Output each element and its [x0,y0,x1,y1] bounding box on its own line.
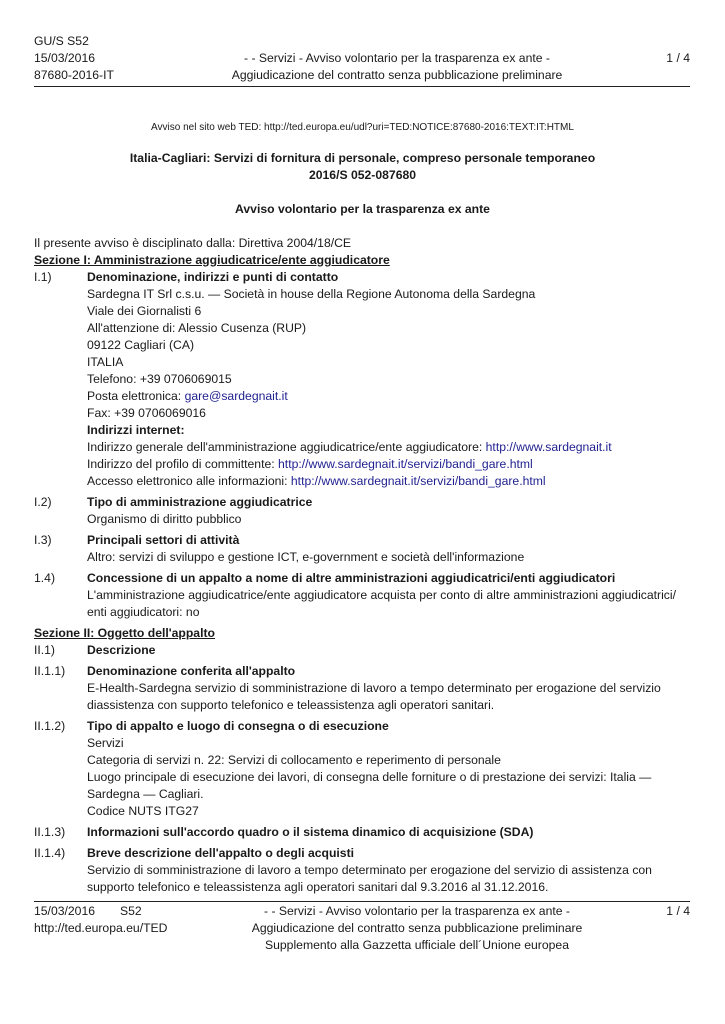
notice-title: Italia-Cagliari: Servizi di fornitura di personale, compreso personale temporaneo [129,151,596,165]
header-title [164,50,630,84]
section-label: Breve descrizione dell'appalto o degli acquisti [87,846,355,860]
section-text: Servizio di somministrazione di lavoro a tempo determinato per erogazione del servizio di assistenza con supporto telefonico e teleassistenza agli operatori sanitari dal 9.3.2016 al 31.12.2016. [87,863,652,894]
section-text: L'amministrazione aggiudicatrice/ente aggiudicatore acquista per conto di altre amministrazioni aggiudicatrici/ enti aggiudicatori: no [87,588,676,619]
section-ii13 [34,824,690,841]
header-title-line2: Aggiudicazione del contratto senza pubblicazione preliminare [231,68,563,82]
header-doc-id: 87680-2016-IT [34,68,114,82]
footer-date: 15/03/2016 [34,904,95,918]
section-number: II.1.1) [34,664,66,678]
buyer-profile-link[interactable]: http://www.sardegnait.it/servizi/bandi_gare.html [278,457,533,471]
footer-divider [34,901,690,902]
section-label: Descrizione [87,643,156,657]
section-text: E-Health-Sardegna servizio di somministrazione di lavoro a tempo determinato per erogazione del servizio diassistenza con supporto telefonico e teleassistenza agli operatori sanitari. [87,681,661,712]
phone: Telefono: +39 0706069015 [87,372,232,386]
section-1-heading: Sezione I: Amministrazione aggiudicatrice/ente aggiudicatore [34,253,390,267]
section-i13 [34,532,690,566]
contract-type: Servizi [87,736,124,750]
nuts-code: Codice NUTS ITG27 [87,804,199,818]
electronic-access-row [87,473,690,490]
section-label: Denominazione conferita all'appalto [87,664,296,678]
general-address-link[interactable]: http://www.sardegnait.it [485,440,612,454]
attention-of: All'attenzione di: Alessio Cusenza (RUP) [87,321,307,335]
section-number: I.1) [34,270,52,284]
footer-title [204,903,630,954]
header-title-line1: - - Servizi - Avviso volontario per la trasparenza ex ante - [244,51,550,65]
page-footer [34,903,690,959]
section-ii14 [34,845,690,896]
section-label: Concessione di un appalto a nome di altre amministrazioni aggiudicatrici/enti aggiudicatori [87,571,616,585]
email-link[interactable]: gare@sardegnait.it [184,389,288,403]
electronic-access-link[interactable]: http://www.sardegnait.it/servizi/bandi_gare.html [290,474,546,488]
section-i12 [34,494,690,528]
electronic-access-label: Accesso elettronico alle informazioni: [87,474,291,488]
online-notice[interactable]: Avviso nel sito web TED: http://ted.europa.eu/udl?uri=TED:NOTICE:87680-2016:TEXT:IT:HTML [151,122,574,133]
section-number: I.3) [34,533,52,547]
place-of-performance: Luogo principale di esecuzione dei lavori, di consegna delle forniture o di prestazione dei servizi: Italia — Sardegna — Cagliari. [87,770,652,801]
email-label: Posta elettronica: [87,389,185,403]
footer-title-line1: - - Servizi - Avviso volontario per la trasparenza ex ante - [264,904,570,918]
section-label: Tipo di amministrazione aggiudicatrice [87,495,313,509]
header-edition: GU/S S52 [34,34,89,48]
section-number: II.1.4) [34,846,66,860]
internet-label: Indirizzi internet: [87,423,185,437]
section-ii11 [34,663,690,714]
header-divider [34,86,690,87]
notice-ref: 2016/S 052-087680 [308,168,417,182]
footer-title-line3: Supplemento alla Gazzetta ufficiale dell´Unione europea [265,938,569,952]
footer-title-line2: Aggiudicazione del contratto senza pubblicazione preliminare [251,921,583,935]
general-address-label: Indirizzo generale dell'amministrazione aggiudicatrice/ente aggiudicatore: [87,440,486,454]
section-label: Tipo di appalto e luogo di consegna o di esecuzione [87,719,389,733]
section-number: II.1) [34,643,55,657]
header-page-number: 1 / 4 [666,51,690,65]
footer-edition: S52 [120,904,142,918]
street-address: Viale dei Giornalisti 6 [87,304,202,318]
section-ii1 [34,642,690,659]
section-number: 1.4) [34,571,56,585]
header-meta [34,33,154,84]
country: ITALIA [87,355,124,369]
fax: Fax: +39 0706069016 [87,406,206,420]
general-address-row [87,439,690,456]
page-header [34,33,690,87]
section-label: Principali settori di attività [87,533,240,547]
section-text: Altro: servizi di sviluppo e gestione ICT, e-government e società dell'informazione [87,550,525,564]
section-i14 [34,570,690,621]
section-label: Informazioni sull'accordo quadro o il sistema dinamico di acquisizione (SDA) [87,825,534,839]
footer-page-number: 1 / 4 [666,904,690,918]
notice-title-block [0,150,725,184]
notice-type: Avviso volontario per la trasparenza ex ante [235,202,490,216]
email-row [87,388,690,405]
section-text: Organismo di diritto pubblico [87,512,242,526]
buyer-profile-label: Indirizzo del profilo di committente: [87,457,279,471]
footer-url[interactable]: http://ted.europa.eu/TED [34,921,168,935]
contracting-authority-name: Sardegna IT Srl c.s.u. — Società in house della Regione Autonoma della Sardegna [87,287,536,301]
document-body [34,235,690,896]
section-number: I.2) [34,495,52,509]
section-number: II.1.3) [34,825,66,839]
city: 09122 Cagliari (CA) [87,338,195,352]
intro-text: Il presente avviso è disciplinato dalla: Direttiva 2004/18/CE [34,236,352,250]
header-date: 15/03/2016 [34,51,95,65]
section-number: II.1.2) [34,719,66,733]
section-2-heading: Sezione II: Oggetto dell'appalto [34,626,215,640]
section-ii12 [34,718,690,820]
section-i11 [34,269,690,490]
section-label: Denominazione, indirizzi e punti di contatto [87,270,339,284]
service-category: Categoria di servizi n. 22: Servizi di collocamento e reperimento di personale [87,753,501,767]
buyer-profile-row [87,456,690,473]
